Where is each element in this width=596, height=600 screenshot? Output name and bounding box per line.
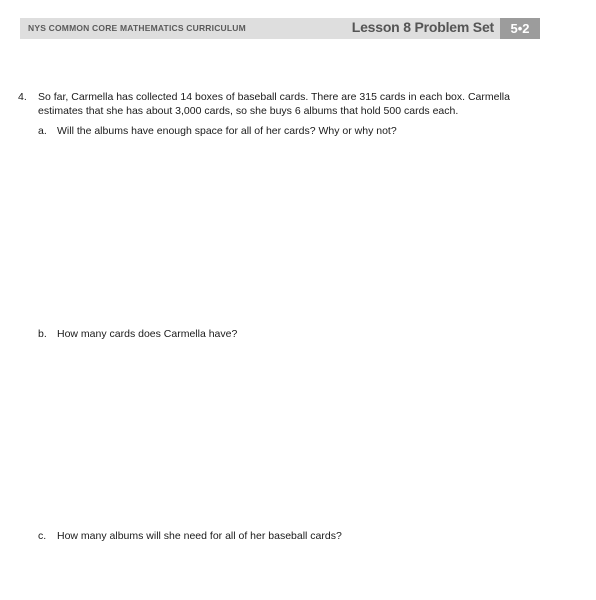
problem-number: 4. <box>18 91 27 103</box>
part-letter: c. <box>38 530 47 542</box>
part-letter: a. <box>38 125 47 137</box>
part-a <box>38 124 397 138</box>
problem-text: So far, Carmella has collected 14 boxes of baseball cards. There are 315 cards in each box. Carmella estimates that she has about 3,000 cards, so she buys 6 albums that hold 500 cards each. <box>38 91 510 117</box>
module-badge: 5•2 <box>500 18 540 39</box>
part-question: How many cards does Carmella have? <box>57 328 238 340</box>
part-question: Will the albums have enough space for all of her cards? Why or why not? <box>57 125 397 137</box>
part-c <box>38 529 342 543</box>
curriculum-title: NYS COMMON CORE MATHEMATICS CURRICULUM <box>28 23 246 33</box>
part-b <box>38 327 237 341</box>
lesson-title: Lesson 8 Problem Set <box>351 19 494 35</box>
part-question: How many albums will she need for all of her baseball cards? <box>57 530 342 542</box>
page-header <box>20 18 540 39</box>
problem-4 <box>18 90 528 118</box>
part-letter: b. <box>38 328 47 340</box>
